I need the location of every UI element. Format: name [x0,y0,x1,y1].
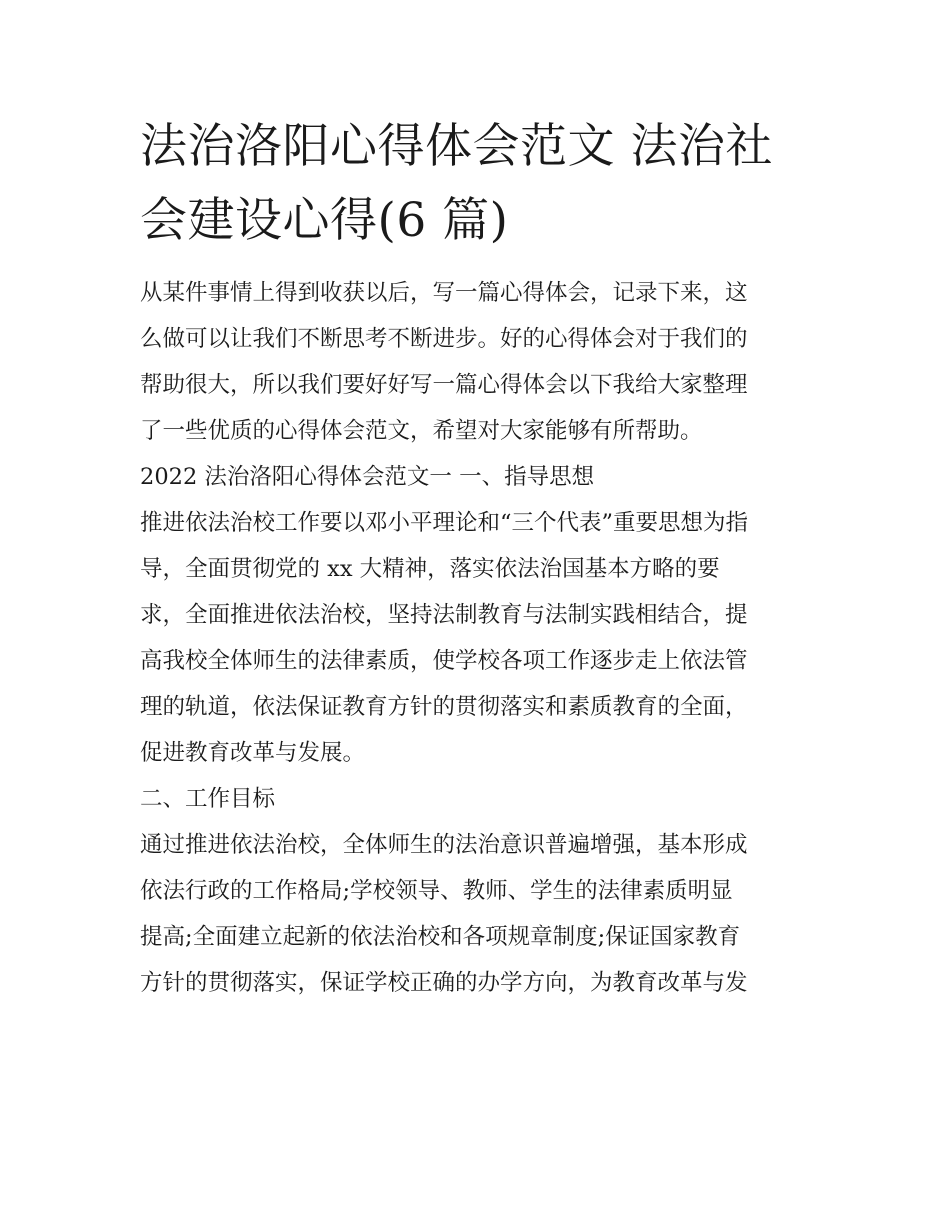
body-line: 提高;全面建立起新的依法治校和各项规章制度;保证国家教育 [140,924,741,950]
body-line: 高我校全体师生的法律素质，使学校各项工作逐步走上依法管 [140,648,748,674]
title-line-2: 会建设心得(6 篇) [140,193,509,248]
body-line: 通过推进依法治校，全体师生的法治意识普遍增强，基本形成 [140,832,748,858]
document-title [140,110,816,258]
body-line: 求，全面推进依法治校，坚持法制教育与法制实践相结合，提 [140,602,748,628]
section-heading: 二、工作目标 [140,786,276,812]
section-heading: 2022 法治洛阳心得体会范文一 一、指导思想 [140,464,595,490]
title-line-1: 法治洛阳心得体会范文 法治社 [140,119,773,174]
body-line: 从某件事情上得到收获以后，写一篇心得体会，记录下来，这 [140,280,748,306]
body-line: 依法行政的工作格局;学校领导、教师、学生的法律素质明显 [140,878,733,904]
body-line: 促进教育改革与发展。 [140,740,366,766]
document-body [140,270,816,1006]
body-line: 推进依法治校工作要以邓小平理论和“三个代表”重要思想为指 [140,510,749,536]
body-line: 理的轨道，依法保证教育方针的贯彻落实和素质教育的全面， [140,694,748,720]
body-line: 导，全面贯彻党的 xx 大精神，落实依法治国基本方略的要 [140,556,720,582]
body-line: 方针的贯彻落实，保证学校正确的办学方向，为教育改革与发 [140,970,748,996]
document-page [140,110,816,1006]
body-line: 帮助很大，所以我们要好好写一篇心得体会以下我给大家整理 [140,372,748,398]
body-line: 了一些优质的心得体会范文，希望对大家能够有所帮助。 [140,418,703,444]
body-line: 么做可以让我们不断思考不断进步。好的心得体会对于我们的 [140,326,748,352]
